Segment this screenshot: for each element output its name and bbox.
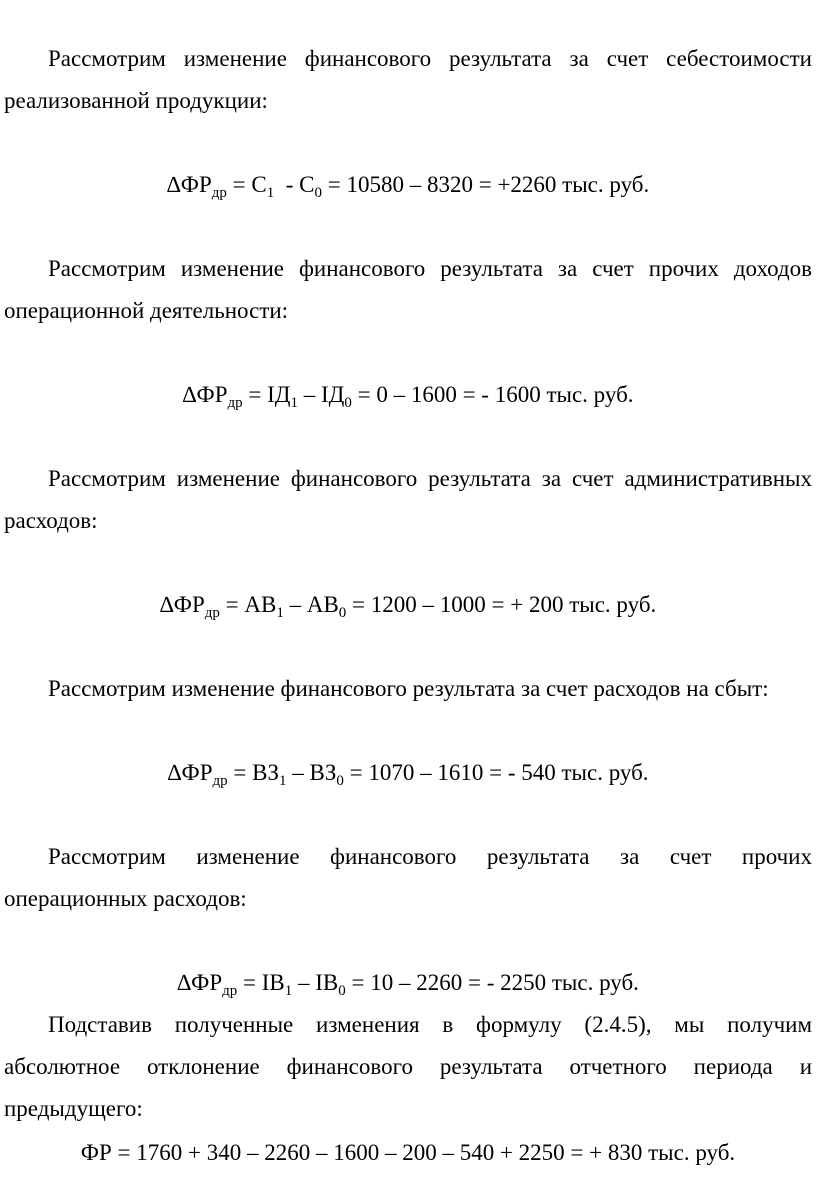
formula-admin-expenses: $\Delta ФР_{др} = АВ_1 - АВ_0 = 1200 - 1000$ = + 200 тыс. руб.	[159, 592, 657, 621]
paragraph-conclusion: Подставив полученные изменения в формулу (2.4.5), мы получим абсолютное отклонение финансового результата отчетного периода и предыдущего:	[4, 1012, 812, 1121]
formula-total: ФР = 1760 + 340 – 2260 – 1600 – 200 – 540 + 2250 = + 830 тыс. руб.	[80, 1140, 736, 1165]
paragraph-other-operating-expenses: Рассмотрим изменение финансового результата за счет прочих операционных расходов:	[4, 844, 812, 911]
paragraph-selling-expenses: Рассмотрим изменение финансового результата за счет расходов на сбыт:	[48, 676, 769, 701]
formula-cost-of-sales: $\Delta ФР_{др} = С_1 - С_0 = 10580 - 8320 = +2260$ тыс. руб.	[166, 172, 650, 201]
formula-selling-expenses: $\Delta ФР_{др} = ВЗ_1 - ВЗ_0 = 1070 - 1610$ = - 540 тыс. руб.	[167, 760, 649, 789]
formula-other-income: $\Delta ФР_{др} = ІД_1 - ІД_0 = 0 - 1600$ = - 1600 тыс. руб.	[182, 382, 634, 411]
paragraph-cost-of-sales: Рассмотрим изменение финансового результата за счет себестоимости реализованной продукции:	[4, 46, 812, 113]
formula-other-operating-expenses: $\Delta ФР_{др} = ІВ_1 - ІВ_0 = 10 - 2260$ = - 2250 тыс. руб.	[177, 970, 639, 999]
paragraph-admin-expenses: Рассмотрим изменение финансового результата за счет административных расходов:	[4, 466, 812, 533]
paragraph-other-income: Рассмотрим изменение финансового результата за счет прочих доходов операционной деятельности:	[4, 256, 812, 323]
